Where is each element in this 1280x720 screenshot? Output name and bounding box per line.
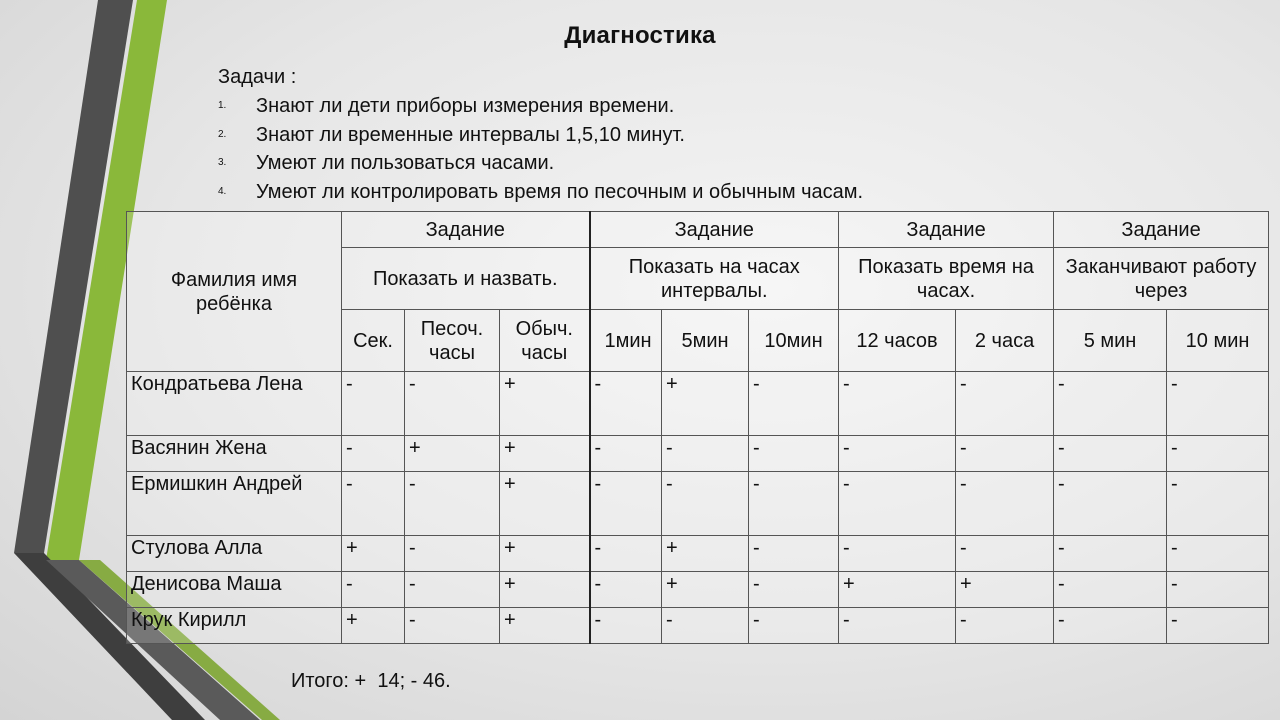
result-mark: - [749, 572, 839, 608]
diagnostics-table [126, 211, 1269, 644]
table-row [127, 436, 1269, 472]
result-mark: - [749, 372, 839, 436]
subcolumn-header: 10мин [749, 310, 839, 372]
child-name: Васянин Жена [127, 436, 342, 472]
list-item [218, 92, 863, 121]
result-mark: - [662, 436, 749, 472]
tasks-heading: Задачи : [218, 66, 297, 88]
result-mark: - [662, 608, 749, 644]
result-mark: + [500, 472, 590, 536]
table-row [127, 372, 1269, 436]
result-mark: - [956, 436, 1054, 472]
result-mark: + [500, 572, 590, 608]
task-text: Умеют ли контролировать время по песочным и обычным часам. [256, 180, 864, 203]
result-mark: + [956, 572, 1054, 608]
result-mark: - [839, 536, 956, 572]
result-mark: - [956, 472, 1054, 536]
group-title: Показать на часах интервалы. [590, 248, 839, 310]
task-header: Задание [839, 212, 1054, 248]
child-name: Стулова Алла [127, 536, 342, 572]
result-mark: - [405, 372, 500, 436]
result-mark: - [839, 608, 956, 644]
tasks-list [218, 92, 863, 206]
result-mark: - [749, 536, 839, 572]
result-mark: - [1054, 536, 1167, 572]
result-mark: + [500, 436, 590, 472]
result-mark: - [1167, 436, 1269, 472]
result-mark: + [662, 572, 749, 608]
subcolumn-header: 2 часа [956, 310, 1054, 372]
result-mark: - [1167, 472, 1269, 536]
result-mark: - [839, 436, 956, 472]
result-mark: - [749, 436, 839, 472]
task-text: Умеют ли пользоваться часами. [256, 152, 555, 174]
result-mark: + [405, 436, 500, 472]
task-text: Знают ли дети приборы измерения времени. [256, 95, 675, 117]
child-name: Кондратьева Лена [127, 372, 342, 436]
name-column-header: Фамилия имя ребёнка [127, 212, 342, 372]
result-mark: - [839, 472, 956, 536]
result-mark: - [1054, 372, 1167, 436]
result-mark: - [1167, 372, 1269, 436]
result-mark: - [749, 472, 839, 536]
result-mark: - [956, 608, 1054, 644]
list-number: 1. [218, 100, 227, 111]
result-mark: - [342, 372, 405, 436]
subcolumn-header: 5 мин [1054, 310, 1167, 372]
result-mark: + [500, 536, 590, 572]
result-mark: - [1167, 572, 1269, 608]
table-row [127, 536, 1269, 572]
result-mark: + [839, 572, 956, 608]
task-header: Задание [342, 212, 590, 248]
result-mark: - [1167, 608, 1269, 644]
result-mark: - [590, 472, 662, 536]
result-mark: + [662, 372, 749, 436]
result-mark: - [1054, 436, 1167, 472]
task-header: Задание [590, 212, 839, 248]
list-item [218, 178, 863, 207]
result-mark: + [342, 536, 405, 572]
result-mark: - [956, 372, 1054, 436]
result-mark: + [662, 536, 749, 572]
child-name: Ермишкин Андрей [127, 472, 342, 536]
result-mark: - [342, 572, 405, 608]
subcolumn-header: 1мин [590, 310, 662, 372]
group-title: Показать время на часах. [839, 248, 1054, 310]
result-mark: - [405, 536, 500, 572]
result-mark: - [1054, 608, 1167, 644]
subcolumn-header: Сек. [342, 310, 405, 372]
result-mark: - [590, 436, 662, 472]
child-name: Денисова Маша [127, 572, 342, 608]
list-item [218, 149, 863, 178]
result-mark: + [500, 608, 590, 644]
list-number: 3. [218, 157, 227, 168]
subcolumn-header: Песоч. часы [405, 310, 500, 372]
result-mark: - [590, 372, 662, 436]
result-mark: - [1054, 472, 1167, 536]
result-mark: + [500, 372, 590, 436]
result-mark: + [342, 608, 405, 644]
result-mark: - [749, 608, 839, 644]
result-mark: - [405, 472, 500, 536]
list-number: 2. [218, 128, 227, 140]
group-title: Заканчивают работу через [1054, 248, 1269, 310]
result-mark: - [839, 372, 956, 436]
task-header: Задание [1054, 212, 1269, 248]
result-mark: - [590, 608, 662, 644]
table-row [127, 472, 1269, 536]
subcolumn-header: 12 часов [839, 310, 956, 372]
table-row [127, 572, 1269, 608]
result-mark: - [956, 536, 1054, 572]
result-mark: - [590, 536, 662, 572]
result-mark: - [405, 572, 500, 608]
result-mark: - [342, 472, 405, 536]
total-summary: Итого: + 14; - 46. [291, 670, 451, 692]
list-item [218, 121, 863, 150]
group-title: Показать и назвать. [342, 248, 590, 310]
subcolumn-header: 10 мин [1167, 310, 1269, 372]
child-name: Крук Кирилл [127, 608, 342, 644]
result-mark: - [662, 472, 749, 536]
task-text: Знают ли временные интервалы 1,5,10 минут. [256, 123, 685, 146]
table-row [127, 608, 1269, 644]
result-mark: - [590, 572, 662, 608]
result-mark: - [1167, 536, 1269, 572]
result-mark: - [342, 436, 405, 472]
subcolumn-header: Обыч. часы [500, 310, 590, 372]
result-mark: - [1054, 572, 1167, 608]
subcolumn-header: 5мин [662, 310, 749, 372]
result-mark: - [405, 608, 500, 644]
page-title: Диагностика [564, 22, 716, 49]
list-number: 4. [218, 185, 227, 197]
